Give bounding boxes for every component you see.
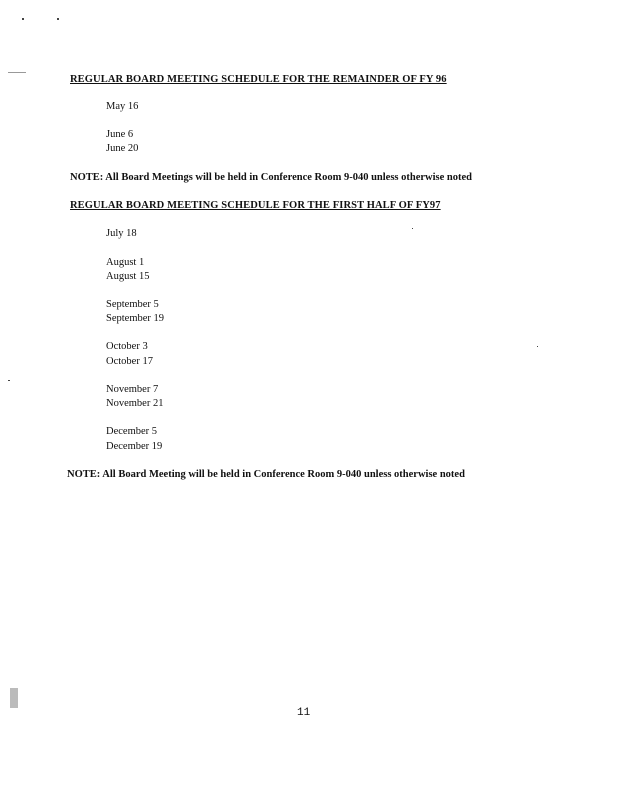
- fy96-date-item: June 6: [106, 129, 134, 140]
- fy97-date-item: August 15: [106, 271, 150, 282]
- fy97-date-item: September 19: [106, 313, 165, 324]
- fy97-schedule-heading: REGULAR BOARD MEETING SCHEDULE FOR THE FIRST HALF OF FY97: [70, 200, 441, 211]
- scan-speck: [412, 228, 413, 229]
- fy96-date-item: May 16: [106, 101, 139, 112]
- scan-speck: [8, 380, 10, 381]
- fy97-date-item: December 5: [106, 426, 158, 437]
- scan-speck: [537, 346, 538, 347]
- fy97-date-item: July 18: [106, 228, 137, 239]
- fy96-note: NOTE: All Board Meetings will be held in Conference Room 9-040 unless otherwise noted: [70, 172, 473, 183]
- fy97-date-item: October 17: [106, 356, 153, 367]
- fy97-date-item: December 19: [106, 441, 163, 452]
- scan-speck: [57, 18, 59, 20]
- fy97-date-item: November 7: [106, 384, 159, 395]
- page-number: 11: [297, 707, 311, 719]
- fy97-date-item: November 21: [106, 398, 164, 409]
- fy97-date-item: September 5: [106, 299, 159, 310]
- fy97-note: NOTE: All Board Meeting will be held in Conference Room 9-040 unless otherwise noted: [67, 469, 465, 480]
- scan-speck: [22, 18, 24, 20]
- fy96-date-item: June 20: [106, 143, 139, 154]
- fy97-date-item: August 1: [106, 257, 145, 268]
- fy97-date-item: October 3: [106, 341, 148, 352]
- fy96-schedule-heading: REGULAR BOARD MEETING SCHEDULE FOR THE REMAINDER OF FY 96: [70, 74, 447, 85]
- scan-speck: [10, 688, 18, 708]
- scan-speck: [8, 72, 26, 73]
